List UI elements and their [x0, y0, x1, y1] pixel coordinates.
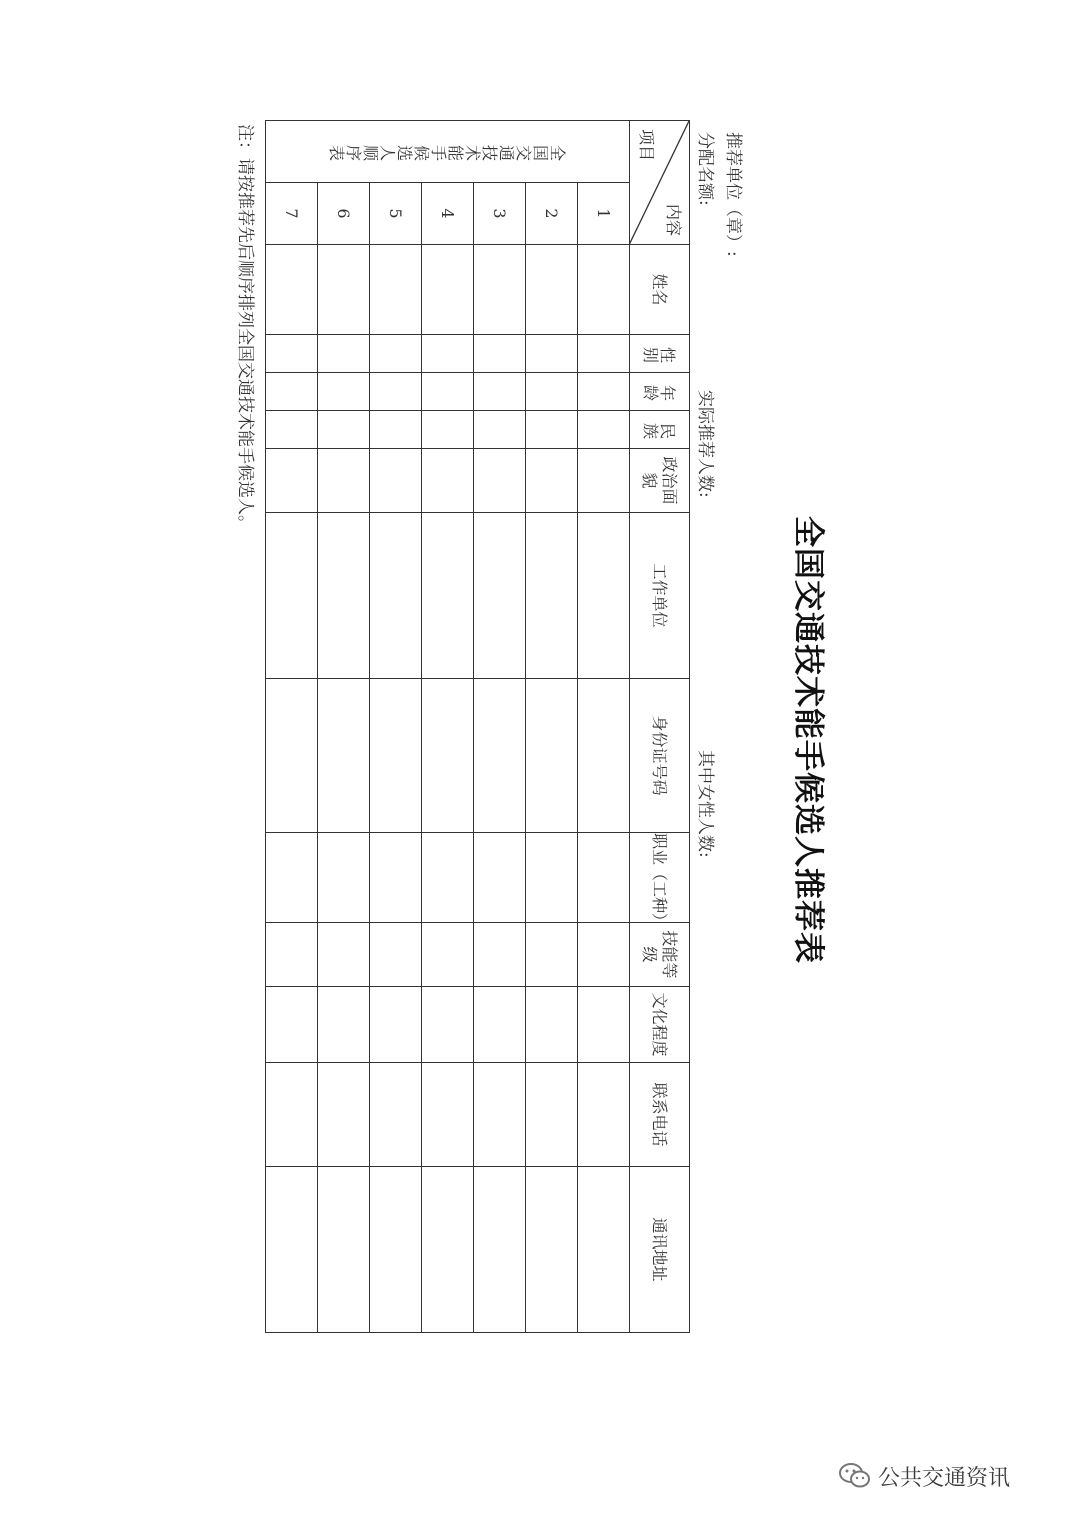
cell	[370, 411, 422, 449]
header-skill-level: 技能等级	[630, 923, 690, 987]
row-number-4: 4	[422, 183, 474, 245]
corner-content-label: 内容	[664, 203, 683, 236]
cell	[578, 513, 630, 679]
cell	[370, 1167, 422, 1333]
cell	[578, 373, 630, 411]
cell	[266, 245, 318, 335]
cell	[422, 335, 474, 373]
cell	[266, 373, 318, 411]
watermark	[838, 1458, 1058, 1494]
cell	[578, 833, 630, 923]
header-phone: 联系电话	[630, 1063, 690, 1167]
footnote: 注：请按推荐先后顺序排列全国交通技术能手候选人。	[235, 124, 255, 532]
header-age: 年龄	[630, 373, 690, 411]
cell	[266, 513, 318, 679]
cell	[422, 373, 474, 411]
cell	[370, 987, 422, 1063]
cell	[422, 1167, 474, 1333]
candidate-table	[265, 120, 690, 1333]
cell	[578, 679, 630, 833]
cell	[526, 923, 578, 987]
cell	[578, 1167, 630, 1333]
header-address: 通讯地址	[630, 1167, 690, 1333]
cell	[266, 335, 318, 373]
header-occupation: 职业（工种）	[630, 833, 690, 923]
cell	[474, 513, 526, 679]
cell	[318, 1063, 370, 1167]
cell	[526, 411, 578, 449]
cell	[370, 1063, 422, 1167]
cell	[370, 245, 422, 335]
row-number-1: 1	[578, 183, 630, 245]
header-gender: 性别	[630, 335, 690, 373]
header-corner-cell	[630, 121, 690, 245]
cell	[370, 679, 422, 833]
header-education: 文化程度	[630, 987, 690, 1063]
header-id-number: 身份证号码	[630, 679, 690, 833]
row-number-7: 7	[266, 183, 318, 245]
cell	[266, 923, 318, 987]
cell	[474, 245, 526, 335]
row-number-2: 2	[526, 183, 578, 245]
header-work-unit: 工作单位	[630, 513, 690, 679]
rotated-form	[160, 110, 860, 1370]
cell	[422, 513, 474, 679]
cell	[526, 449, 578, 513]
cell	[526, 335, 578, 373]
cell	[578, 987, 630, 1063]
cell	[578, 923, 630, 987]
cell	[526, 679, 578, 833]
actual-count-label: 实际推荐人数:	[695, 390, 715, 498]
cell	[526, 245, 578, 335]
form-title: 全国交通技术能手候选人推荐表	[790, 516, 826, 964]
row-number-6: 6	[318, 183, 370, 245]
cell	[474, 987, 526, 1063]
cell	[526, 1063, 578, 1167]
cell	[474, 923, 526, 987]
cell	[318, 679, 370, 833]
cell	[474, 1063, 526, 1167]
cell	[318, 335, 370, 373]
corner-item-label: 项目	[637, 129, 656, 162]
cell	[318, 923, 370, 987]
cell	[526, 833, 578, 923]
cell	[474, 679, 526, 833]
cell	[318, 1167, 370, 1333]
cell	[578, 1063, 630, 1167]
female-count-label: 其中女性人数:	[695, 750, 715, 858]
cell	[318, 411, 370, 449]
cell	[370, 373, 422, 411]
header-political-status: 政治面貌	[630, 449, 690, 513]
cell	[266, 411, 318, 449]
header-name: 姓名	[630, 245, 690, 335]
cell	[266, 987, 318, 1063]
header-ethnicity: 民族	[630, 411, 690, 449]
cell	[474, 335, 526, 373]
cell	[318, 987, 370, 1063]
cell	[318, 513, 370, 679]
cell	[422, 411, 474, 449]
quota-label: 分配名额:	[695, 132, 715, 206]
cell	[474, 449, 526, 513]
cell	[474, 411, 526, 449]
cell	[318, 245, 370, 335]
cell	[422, 833, 474, 923]
cell	[266, 1063, 318, 1167]
cell	[318, 373, 370, 411]
cell	[266, 1167, 318, 1333]
cell	[474, 1167, 526, 1333]
cell	[526, 1167, 578, 1333]
cell	[370, 513, 422, 679]
cell	[422, 987, 474, 1063]
cell	[422, 245, 474, 335]
cell	[422, 679, 474, 833]
row-number-5: 5	[370, 183, 422, 245]
cell	[422, 1063, 474, 1167]
cell	[266, 679, 318, 833]
cell	[266, 449, 318, 513]
cell	[474, 373, 526, 411]
watermark-text: 公共交通资讯	[878, 1465, 1011, 1491]
wechat-icon	[838, 1461, 872, 1491]
cell	[266, 833, 318, 923]
cell	[526, 513, 578, 679]
section-label: 全国交通技术能手候选人顺序表	[266, 121, 630, 183]
cell	[422, 923, 474, 987]
cell	[578, 411, 630, 449]
cell	[526, 373, 578, 411]
cell	[578, 245, 630, 335]
cell	[370, 335, 422, 373]
cell	[578, 449, 630, 513]
cell	[318, 833, 370, 923]
cell	[474, 833, 526, 923]
cell	[526, 987, 578, 1063]
cell	[370, 923, 422, 987]
cell	[370, 449, 422, 513]
row-number-3: 3	[474, 183, 526, 245]
cell	[422, 449, 474, 513]
cell	[578, 335, 630, 373]
recommending-unit-label: 推荐单位（章）:	[723, 132, 743, 257]
cell	[318, 449, 370, 513]
cell	[370, 833, 422, 923]
